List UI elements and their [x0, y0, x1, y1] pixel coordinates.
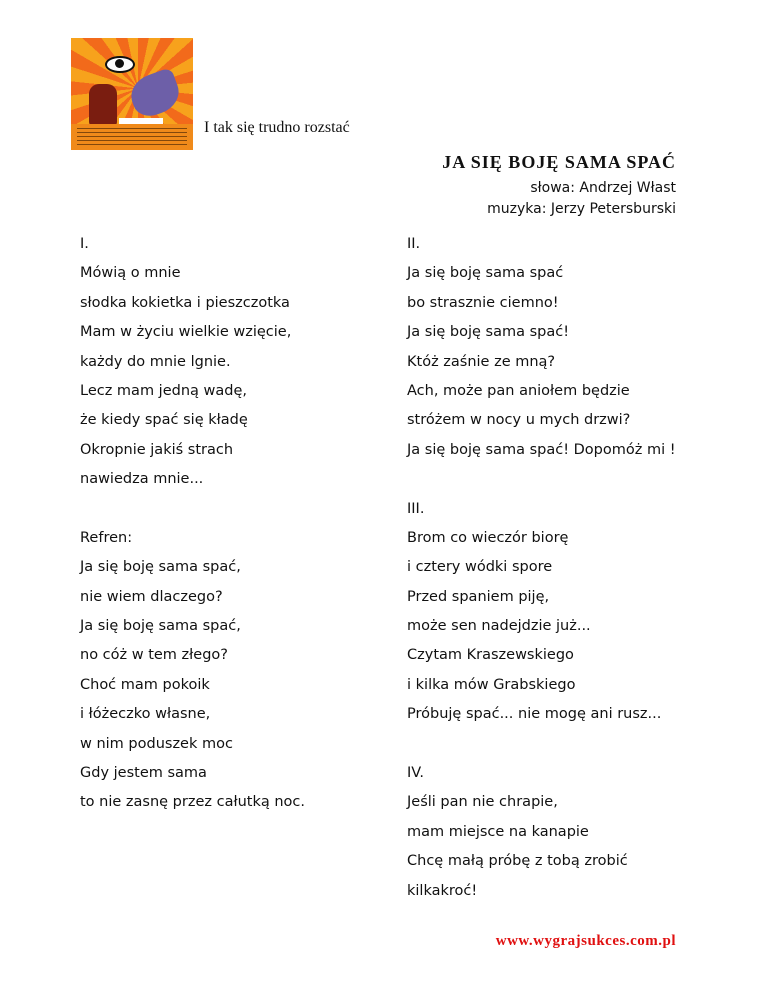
lyric-line: to nie zasnę przez całutką noc. [80, 794, 305, 811]
lyric-line: Któż zaśnie ze mną? [407, 353, 556, 370]
lyric-line [407, 730, 707, 759]
lyric-line: i łóżeczko własne, [80, 706, 211, 723]
lyric-line: i cztery wódki spore [407, 559, 553, 576]
lyric-line: III. [407, 500, 425, 517]
lyric-line: kilkakroć! [407, 882, 478, 899]
lyric-line: I. [80, 236, 89, 252]
music-credit: muzyka: Jerzy Petersburski [487, 201, 676, 217]
lyric-line: w nim poduszek moc [80, 735, 233, 752]
lyrics-credit: słowa: Andrzej Włast [530, 180, 676, 196]
lyric-line: Mam w życiu wielkie wzięcie, [80, 324, 292, 341]
cover-text-band [71, 124, 193, 150]
lyric-line: mam miejsce na kanapie [407, 823, 589, 840]
lyric-line: stróżem w nocy u mych drzwi? [407, 412, 631, 429]
lyric-line: Okropnie jakiś strach [80, 441, 234, 458]
song-title: JA SIĘ BOJĘ SAMA SPAĆ [442, 152, 676, 172]
lyric-line: każdy do mnie lgnie. [80, 353, 231, 370]
lyric-line: Ja się boję sama spać, [80, 559, 241, 576]
lyric-line: Jeśli pan nie chrapie, [407, 794, 558, 811]
lyric-line: II. [407, 236, 421, 252]
lyric-line: Refren: [80, 529, 133, 546]
figure-graphic [89, 84, 117, 126]
album-cover-image [71, 38, 193, 150]
lyric-line [80, 495, 380, 524]
lyric-line [407, 465, 707, 494]
lyric-line: Lecz mam jedną wadę, [80, 382, 247, 399]
lyric-line: Ja się boję sama spać! Dopomóż mi ! [407, 441, 676, 458]
lyric-line: Gdy jestem sama [80, 765, 207, 782]
lyric-line: słodka kokietka i pieszczotka [80, 294, 290, 311]
lyric-line: Ja się boję sama spać [407, 265, 564, 282]
lyric-line: że kiedy spać się kładę [80, 412, 248, 429]
lyric-line: Próbuję spać... nie mogę ani rusz... [407, 706, 662, 723]
lyric-line: Ja się boję sama spać! [407, 324, 570, 341]
lyric-line: nawiedza mnie... [80, 471, 204, 488]
lyric-line: Ja się boję sama spać, [80, 618, 241, 635]
lyric-line: Czytam Kraszewskiego [407, 647, 574, 664]
website-link[interactable]: www.wygrajsukces.com.pl [495, 933, 676, 949]
eye-graphic [105, 56, 135, 73]
lyrics-left-column [80, 230, 380, 818]
lyric-line: i kilka mów Grabskiego [407, 676, 576, 693]
lyric-line: Chcę małą próbę z tobą zrobić [407, 853, 628, 870]
lyric-line: Choć mam pokoik [80, 676, 210, 693]
gramophone-horn-graphic [126, 67, 185, 121]
album-title: I tak się trudno rozstać [204, 119, 350, 136]
lyric-line: IV. [407, 765, 424, 782]
lyric-line: bo strasznie ciemno! [407, 294, 559, 311]
lyric-line: nie wiem dlaczego? [80, 588, 223, 605]
lyrics-right-column [407, 230, 707, 906]
lyric-line: Mówią o mnie [80, 265, 181, 282]
lyric-line: no cóż w tem złego? [80, 647, 228, 664]
lyric-line: może sen nadejdzie już... [407, 618, 591, 635]
lyric-line: Brom co wieczór biorę [407, 529, 569, 546]
lyric-line: Ach, może pan aniołem będzie [407, 382, 630, 399]
lyric-line: Przed spaniem piję, [407, 588, 550, 605]
